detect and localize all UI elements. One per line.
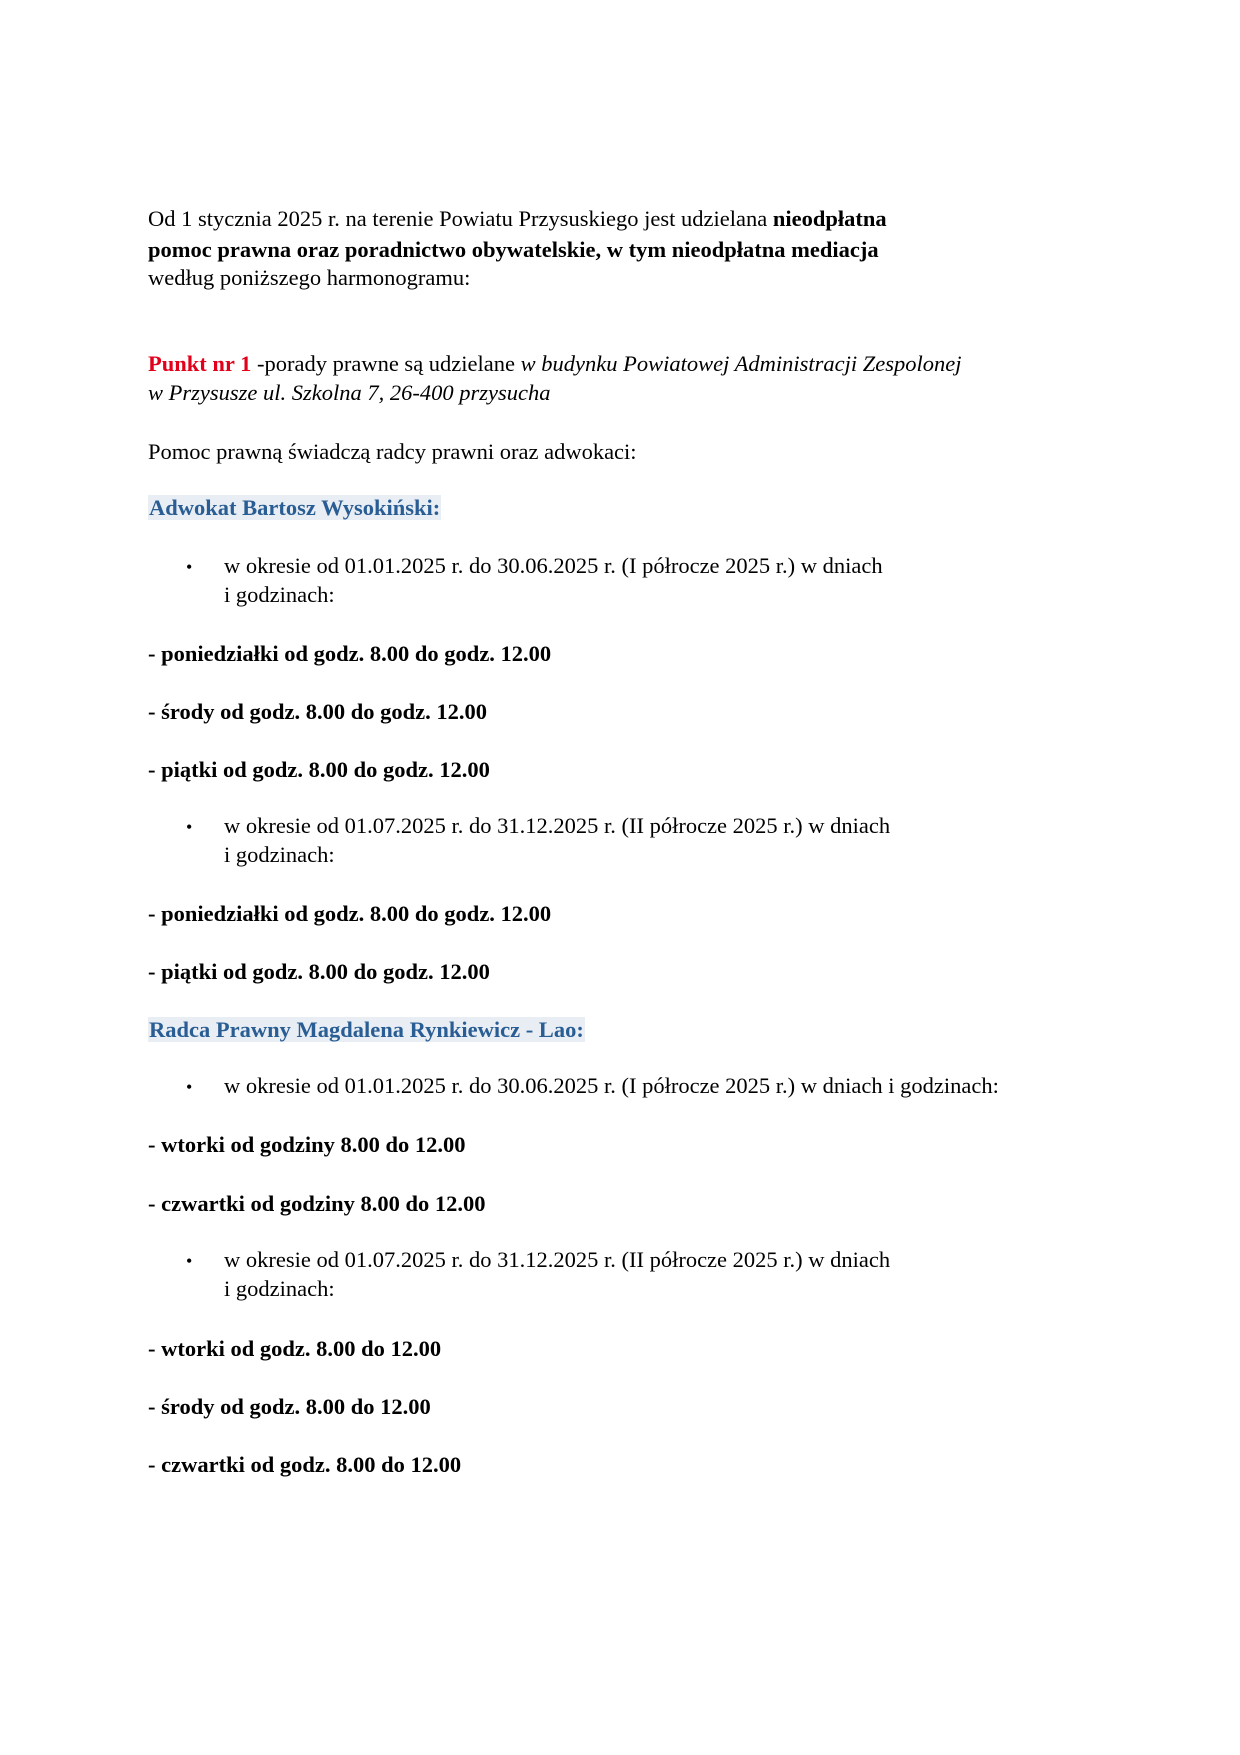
- intro-bold-text: nieodpłatna: [772, 206, 887, 231]
- intro-plain-text: Od 1 stycznia 2025 r. na terenie Powiatu Przysuskiego jest udzielana: [148, 206, 773, 231]
- punkt-text: -porady prawne są udzielane: [251, 351, 521, 376]
- lawyer-2-period-1-hours-row: - wtorki od godziny 8.00 do 12.00: [148, 1132, 466, 1157]
- lawyer-2-heading: [148, 1016, 585, 1044]
- intro-line-2: pomoc prawna oraz poradnictwo obywatelskie, w tym nieodpłatna mediacja: [148, 237, 879, 262]
- lawyer-2-period-2-hours-row: - środy od godz. 8.00 do 12.00: [148, 1394, 431, 1419]
- lawyer-1-period-2-line-2: i godzinach:: [224, 842, 335, 867]
- lawyer-1-name: Adwokat Bartosz Wysokiński:: [149, 495, 441, 520]
- punkt-location-2: w Przysusze ul. Szkolna 7, 26-400 przysucha: [148, 380, 551, 405]
- lawyer-2-period-2-line-2: i godzinach:: [224, 1276, 335, 1301]
- lawyer-1-period-1-line-1: w okresie od 01.01.2025 r. do 30.06.2025 r. (I półrocze 2025 r.) w dniach: [224, 553, 883, 578]
- intro-line-3: według poniższego harmonogramu:: [148, 265, 471, 290]
- lawyer-2-name: Radca Prawny Magdalena Rynkiewicz - Lao:: [149, 1017, 584, 1042]
- lawyer-1-heading: [148, 494, 441, 522]
- lawyer-2-period-2-hours-row: - wtorki od godz. 8.00 do 12.00: [148, 1336, 442, 1361]
- lawyer-1-period-1-hours-row: - środy od godz. 8.00 do godz. 12.00: [148, 699, 487, 724]
- lawyer-1-period-1-hours-row: - piątki od godz. 8.00 do godz. 12.00: [148, 757, 490, 782]
- lawyer-1-period-1-line-2: i godzinach:: [224, 582, 335, 607]
- lawyer-1-period-2-hours-row: - piątki od godz. 8.00 do godz. 12.00: [148, 959, 490, 984]
- lawyer-1-period-2-line-1: w okresie od 01.07.2025 r. do 31.12.2025 r. (II półrocze 2025 r.) w dniach: [224, 813, 891, 838]
- punkt-line-1: [148, 350, 961, 378]
- bullet-icon: •: [186, 817, 193, 837]
- intro-line-1: [148, 205, 887, 233]
- lawyer-2-period-2-line-1: w okresie od 01.07.2025 r. do 31.12.2025 r. (II półrocze 2025 r.) w dniach: [224, 1247, 891, 1272]
- bullet-icon: •: [186, 1077, 193, 1097]
- lawyer-2-period-2-hours-row: - czwartki od godz. 8.00 do 12.00: [148, 1452, 462, 1477]
- bullet-icon: •: [186, 1251, 193, 1271]
- bullet-icon: •: [186, 557, 193, 577]
- punkt-label: Punkt nr 1: [148, 351, 252, 376]
- punkt-location-1: w budynku Powiatowej Administracji Zespolonej: [520, 351, 962, 376]
- provided-by-text: Pomoc prawną świadczą radcy prawni oraz adwokaci:: [148, 439, 637, 464]
- lawyer-2-period-1-line-1: w okresie od 01.01.2025 r. do 30.06.2025 r. (I półrocze 2025 r.) w dniach i godzinach:: [224, 1073, 999, 1098]
- lawyer-2-period-1-hours-row: - czwartki od godziny 8.00 do 12.00: [148, 1191, 486, 1216]
- lawyer-1-period-2-hours-row: - poniedziałki od godz. 8.00 do godz. 12.00: [148, 901, 552, 926]
- lawyer-1-period-1-hours-row: - poniedziałki od godz. 8.00 do godz. 12.00: [148, 641, 552, 666]
